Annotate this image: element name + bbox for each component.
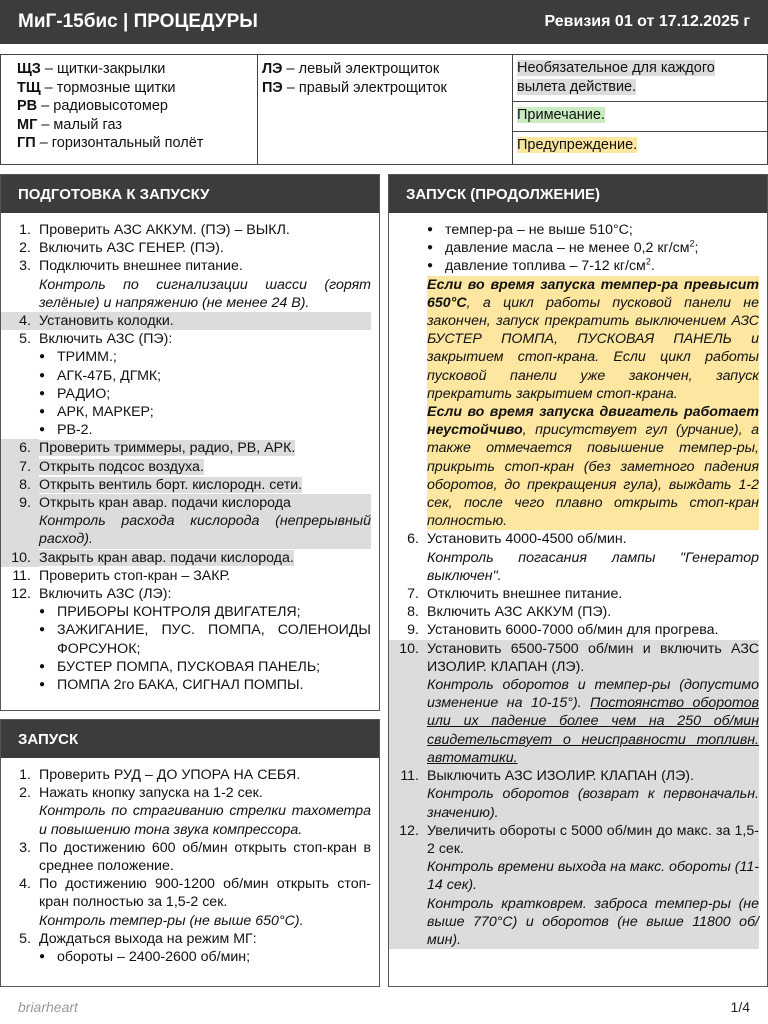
step-note: Контроль по сигнализации шасси (горят зелёные) и напряжению (не менее 24 В). — [39, 276, 371, 311]
step: 1. Проверить РУД – ДО УПОРА НА СЕБЯ. — [19, 767, 301, 783]
step-optional: 4. Установить колодки. — [1, 312, 371, 330]
page-header — [0, 0, 768, 44]
bullet-icon: ● — [39, 387, 46, 399]
bullet-icon: ● — [39, 369, 46, 381]
step: 2. Нажать кнопку запуска на 1-2 сек. Контроль по страгиванию стрелки тахометра и повышению тона звука компрессора. — [19, 785, 371, 838]
bullet-icon: ● — [39, 679, 46, 691]
bullet-icon: ● — [39, 351, 46, 363]
start-title: ЗАПУСК — [1, 720, 379, 758]
step-optional: 11. Выключить АЗС ИЗОЛИР. КЛАПАН (ЛЭ). Контроль оборотов (возврат к первоначальн. значению). — [389, 767, 759, 822]
legend-table — [0, 54, 768, 165]
legend-optional: Необязательное для каждого вылета действие. — [513, 55, 767, 102]
step-note: Контроль темпер-ры (не выше 650°C). — [39, 912, 304, 929]
page-number: 1/4 — [730, 999, 750, 1015]
step-optional: 10. Установить 6500-7500 об/мин и включить АЗС ИЗОЛИР. КЛАПАН (ЛЭ). Контроль оборотов и темпер-ры (допустимо изменение на 10-15°). Постоянство оборотов или их падение более чем на 250 об/мин свидетельствует о неисправности топливн. автоматики. — [389, 640, 759, 767]
step: 3. Подключить внешнее питание. Контроль по сигнализации шасси (горят зелёные) и напряжению (не менее 24 В). — [19, 258, 371, 311]
abbreviations-column-1 — [1, 55, 258, 164]
step-optional: 8. Открыть вентиль борт. кислородн. сети. — [1, 476, 371, 494]
bullet-icon: ● — [39, 424, 46, 436]
bullet-icon: ● — [427, 224, 434, 235]
list-item: ● темпер-ра – не выше 510°C; — [427, 222, 633, 238]
step-optional: 7. Открыть подсос воздуха. — [1, 458, 371, 476]
abbr-row: ЛЭ – левый электрощиток — [262, 61, 440, 77]
legend-warning: Предупреждение. — [517, 137, 638, 153]
prep-panel — [0, 174, 380, 711]
revision-label: Ревизия 01 от 17.12.2025 г — [544, 13, 750, 30]
step: 5. Дождаться выхода на режим МГ: ● обороты – 2400-2600 об/мин; — [19, 930, 257, 966]
step: 11. Проверить стоп-кран – ЗАКР. — [12, 567, 231, 584]
page-title: МиГ-15бис | ПРОЦЕДУРЫ — [18, 11, 258, 32]
abbr-row: ТЩ – тормозные щитки — [17, 79, 176, 96]
prep-title: ПОДГОТОВКА К ЗАПУСКУ — [1, 175, 379, 213]
bullet-icon: ● — [39, 951, 46, 963]
step-note: Контроль оборотов (возврат к первоначальн. значению). — [427, 786, 759, 821]
step: 4. По достижению 900-1200 об/мин открыть стоп-кран полностью за 1,5-2 сек. Контроль темпер-ры (не выше 650°C). — [19, 876, 371, 929]
page-footer — [0, 995, 768, 1019]
legend-note: Примечание. — [513, 102, 767, 132]
step: 2. Включить АЗС ГЕНЕР. (ПЭ). — [19, 240, 224, 257]
step-optional: 9. Открыть кран авар. подачи кислорода Контроль расхода кислорода (непрерывный расход). — [1, 494, 371, 549]
abbr-row: РВ – радиовысотомер — [17, 98, 168, 115]
abbr-row: МГ – малый газ — [17, 116, 122, 133]
step-note: Контроль времени выхода на макс. обороты (11-14 сек). — [427, 859, 759, 894]
step-optional: 6. Проверить триммеры, радио, РВ, АРК. — [1, 439, 371, 457]
step: 7. Отключить внешнее питание. — [407, 586, 623, 603]
bullet-icon: ● — [39, 606, 46, 618]
warning-block: Если во время запуска темпер-ра превысит 650°C, а цикл работы пусковой панели не закончен, запуск прекратить выключением АЗС БУСТЕР ПОМПА, ПУСКОВАЯ ПАНЕЛЬ и закрытием стоп-крана. Если цикл работы пусковой панели уже закончен, запуск прекратить закрытием стоп-крана. — [427, 276, 759, 402]
step: 3. По достижению 600 об/мин открыть стоп-кран в среднее положение. — [19, 839, 371, 875]
step: 9. Установить 6000-7000 об/мин для прогрева. — [407, 622, 719, 639]
abbr-row: ЩЗ – щитки-закрылки — [17, 61, 166, 77]
step: 6. Установить 4000-4500 об/мин. Контроль погасания лампы "Генератор выключен". — [407, 531, 759, 584]
abbr-row: ГП – горизонтальный полёт — [17, 135, 204, 152]
list-item: ● давление топлива – 7-12 $кг/см^2$. — [427, 256, 655, 275]
abbr-row: ПЭ – правый электрощиток — [262, 79, 447, 96]
step-note: Контроль кратковрем. заброса темпер-ры (не выше 770°C) и оборотов (не выше 11800 об/мин). — [427, 895, 759, 948]
start-panel — [0, 719, 380, 987]
step-note: Контроль расхода кислорода (непрерывный расход). — [39, 513, 371, 548]
step-optional: 12. Увеличить обороты с 5000 об/мин до макс. за 1,5-2 сек. Контроль времени выхода на макс. обороты (11-14 сек). Контроль кратковрем. заброса темпер-ры (не выше 770°C) и оборотов (не выше 11800 об/мин). — [389, 822, 759, 949]
step-note: Контроль по страгиванию стрелки тахометра и повышению тона звука компрессора. — [39, 803, 371, 838]
continued-title: ЗАПУСК (ПРОДОЛЖЕНИЕ) — [389, 175, 767, 213]
start-continued-panel — [388, 174, 768, 987]
step: 12. Включить АЗС (ЛЭ): ● ПРИБОРЫ КОНТРОЛЯ ДВИГАТЕЛЯ; ● ЗАЖИГАНИЕ, ПУС. ПОМПА, СОЛЕНОИДЫ ФОРСУНОК; ● БУСТЕР ПОМПА, ПУСКОВАЯ ПАНЕЛЬ; ● ПОМПА 2го БАКА, СИГНАЛ ПОМПЫ. — [11, 586, 371, 694]
step: 5. Включить АЗС (ПЭ): ● ТРИММ.; ● АГК-47Б, ДГМК; ● РАДИО; ● АРК, МАРКЕР; ● РВ-2. — [19, 331, 173, 439]
step-note: Контроль погасания лампы "Генератор выключен". — [427, 549, 759, 584]
bullet-icon: ● — [39, 660, 46, 672]
abbreviations-column-2 — [258, 55, 513, 164]
bullet-icon: ● — [427, 260, 434, 272]
step-note: Контроль оборотов и темпер-ры (допустимо изменение на 10-15°). Постоянство оборотов или их падение более чем на 250 об/мин свидетельствует о неисправности топливн. автоматики. — [427, 677, 759, 766]
step-optional: 10. Закрыть кран авар. подачи кислорода. — [1, 549, 371, 567]
highlight-legend — [513, 55, 767, 164]
warning-block: Если во время запуска двигатель работает неустойчиво, присутствует гул (урчание), а также отмечается повышение темпер-ры, прикрыть стоп-кран (без заметного падения оборотов, до прекращения гула), выждать 1-2 сек, после чего плавно открыть стоп-кран полностью. — [427, 404, 759, 530]
step: 8. Включить АЗС АККУМ (ПЭ). — [407, 604, 612, 621]
list-item: ● давление масла – не менее 0,2 $кг/см^2$; — [427, 238, 699, 257]
bullet-icon: ● — [39, 624, 46, 636]
author-brand: briarheart — [18, 999, 78, 1015]
step: 1. Проверить АЗС АККУМ. (ПЭ) – ВЫКЛ. — [19, 222, 290, 238]
bullet-icon: ● — [427, 242, 434, 254]
bullet-icon: ● — [39, 406, 46, 418]
